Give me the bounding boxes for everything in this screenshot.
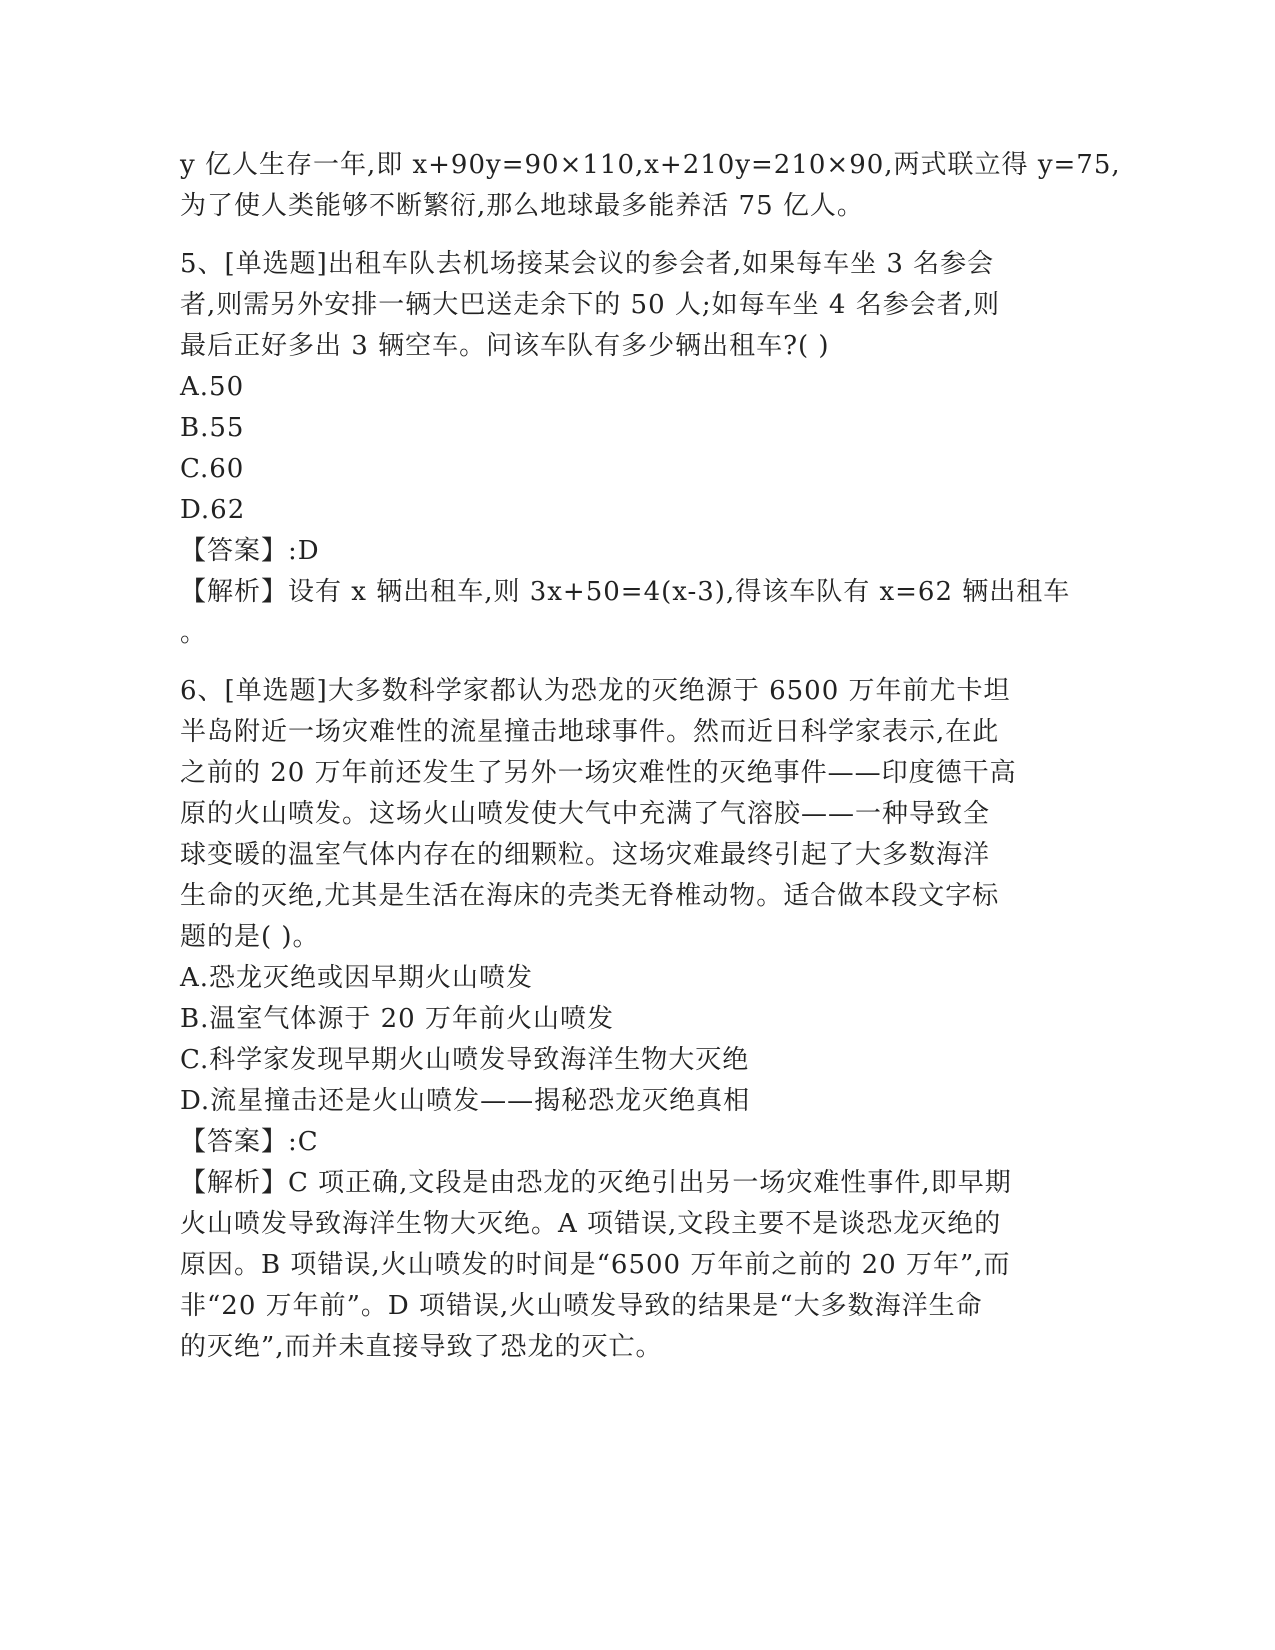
answer-line: 【答案】:C <box>180 1127 319 1157</box>
option-d: D.流星撞击还是火山喷发——揭秘恐龙灭绝真相 <box>180 1086 751 1116</box>
option-c: C.科学家发现早期火山喷发导致海洋生物大灭绝 <box>180 1045 750 1075</box>
text-line: 为了使人类能够不断繁衍,那么地球最多能养活 75 亿人。 <box>180 191 864 221</box>
option-a: A.恐龙灭绝或因早期火山喷发 <box>180 963 534 993</box>
intro-paragraph <box>180 145 1121 227</box>
text-line: 非“20 万年前”。D 项错误,火山喷发导致的结果是“大多数海洋生命 <box>180 1291 983 1321</box>
text-line: 原的火山喷发。这场火山喷发使大气中充满了气溶胶——一种导致全 <box>180 799 991 829</box>
analysis-paragraph <box>180 1163 1080 1368</box>
text-line: 5、[单选题]出租车队去机场接某会议的参会者,如果每车坐 3 名参会 <box>180 249 995 279</box>
text-line: 题的是( )。 <box>180 922 320 952</box>
question-stem <box>180 671 1080 958</box>
question-stem <box>180 244 1080 367</box>
text-line: 球变暖的温室气体内存在的细颗粒。这场灾难最终引起了大多数海洋 <box>180 840 991 870</box>
text-line: 。 <box>180 618 208 648</box>
text-line: 者,则需另外安排一辆大巴送走余下的 50 人;如每车坐 4 名参会者,则 <box>180 290 1000 320</box>
text-line: 【解析】设有 x 辆出租车,则 3x+50=4(x-3),得该车队有 x=62 辆出租车 <box>180 577 1071 607</box>
option-b: B.温室气体源于 20 万年前火山喷发 <box>180 1004 614 1034</box>
question-6 <box>180 671 1080 1368</box>
answer-line: 【答案】:D <box>180 536 320 566</box>
option-list <box>180 958 1080 1122</box>
text-line: 的灭绝”,而并未直接导致了恐龙的灭亡。 <box>180 1332 663 1362</box>
option-a: A.50 <box>180 372 245 402</box>
text-line: 6、[单选题]大多数科学家都认为恐龙的灭绝源于 6500 万年前尤卡坦 <box>180 676 1011 706</box>
text-line: 生命的灭绝,尤其是生活在海床的壳类无脊椎动物。适合做本段文字标 <box>180 881 1000 911</box>
option-c: C.60 <box>180 454 245 484</box>
analysis-paragraph <box>180 572 1080 654</box>
text-line: y 亿人生存一年,即 x+90y=90×110,x+210y=210×90,两式联立得 y=75, <box>180 150 1121 180</box>
document-page <box>180 145 1121 1368</box>
question-5 <box>180 244 1080 654</box>
option-d: D.62 <box>180 495 246 525</box>
text-line: 原因。B 项错误,火山喷发的时间是“6500 万年前之前的 20 万年”,而 <box>180 1250 1011 1280</box>
text-line: 最后正好多出 3 辆空车。问该车队有多少辆出租车?( ) <box>180 331 830 361</box>
text-line: 半岛附近一场灾难性的流星撞击地球事件。然而近日科学家表示,在此 <box>180 717 1000 747</box>
option-b: B.55 <box>180 413 245 443</box>
text-line: 火山喷发导致海洋生物大灭绝。A 项错误,文段主要不是谈恐龙灭绝的 <box>180 1209 1002 1239</box>
option-list <box>180 367 1080 531</box>
text-line: 之前的 20 万年前还发生了另外一场灾难性的灭绝事件——印度德干高 <box>180 758 1017 788</box>
text-line: 【解析】C 项正确,文段是由恐龙的灭绝引出另一场灾难性事件,即早期 <box>180 1168 1012 1198</box>
